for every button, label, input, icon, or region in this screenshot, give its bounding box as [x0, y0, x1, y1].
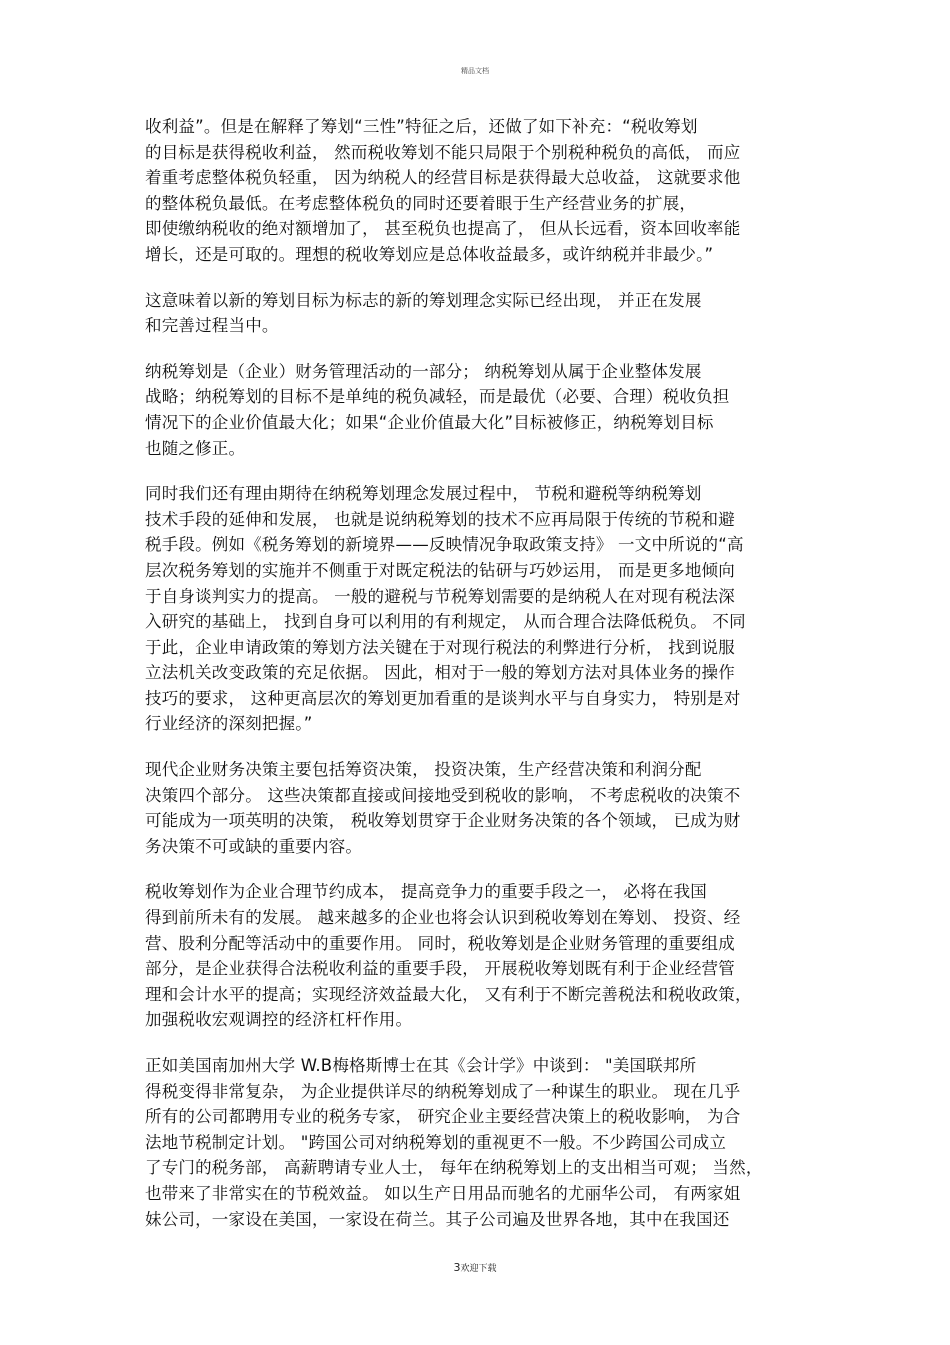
- text-line: 可能成为一项英明的决策， 税收筹划贯穿于企业财务决策的各个领域， 已成为财: [145, 811, 741, 831]
- text-line: 加强税收宏观调控的经济杠杆作用。: [145, 1010, 413, 1030]
- text-line: 正如美国南加州大学 W.B梅格斯博士在其《会计学》中谈到： "美国联邦所: [145, 1056, 697, 1075]
- text-line: 所有的公司都聘用专业的税务专家， 研究企业主要经营决策上的税收影响， 为合: [145, 1107, 741, 1127]
- text-line: 技术手段的延伸和发展， 也就是说纳税筹划的技术不应再局限于传统的节税和避: [145, 509, 735, 529]
- text-line: 同时我们还有理由期待在纳税筹划理念发展过程中， 节税和避税等纳税筹划: [145, 484, 702, 504]
- text-line: 得税变得非常复杂， 为企业提供详尽的纳税筹划成了一种谋生的职业。 现在几乎: [145, 1081, 741, 1101]
- paragraph: [145, 481, 810, 737]
- text-line: 法地节税制定计划。 "跨国公司对纳税筹划的重视更不一般。不少跨国公司成立: [145, 1132, 727, 1152]
- text-line: 的整体税负最低。在考虑整体税负的同时还要着眼于生产经营业务的扩展，: [145, 193, 697, 213]
- page-number: 3: [453, 1261, 461, 1274]
- paragraph: [145, 359, 810, 461]
- text-line: 入研究的基础上， 找到自身可以利用的有利规定， 从而合理合法降低税负。 不同: [145, 612, 746, 632]
- text-line: 技巧的要求， 这种更高层次的筹划更加看重的是谈判水平与自身实力， 特别是对: [145, 688, 741, 708]
- text-line: 得到前所未有的发展。 越来越多的企业也将会认识到税收筹划在筹划、 投资、经: [145, 908, 741, 928]
- text-line: 着重考虑整体税负轻重， 因为纳税人的经营目标是获得最大总收益， 这就要求他: [145, 168, 741, 188]
- text-line: 决策四个部分。 这些决策都直接或间接地受到税收的影响， 不考虑税收的决策不: [145, 785, 741, 805]
- text-line: 部分，是企业获得合法税收利益的重要手段， 开展税收筹划既有利于企业经营管: [145, 959, 735, 979]
- text-line: 也随之修正。: [145, 438, 246, 458]
- text-line: 现代企业财务决策主要包括筹资决策， 投资决策，生产经营决策和利润分配: [145, 760, 702, 780]
- text-line: 理和会计水平的提高；实现经济效益最大化， 又有利于不断完善税法和税收政策，: [145, 984, 752, 1004]
- paragraph: [145, 1053, 810, 1232]
- page-footer: [0, 1261, 950, 1274]
- page-header: 精品文档: [461, 67, 489, 75]
- paragraph: [145, 757, 810, 859]
- paragraph: [145, 114, 810, 268]
- text-line: 层次税务筹划的实施并不侧重于对既定税法的钻研与巧妙运用， 而是更多地倾向: [145, 560, 735, 580]
- text-line: 税手段。例如《税务筹划的新境界——反映情况争取政策支持》 一文中所说的“高: [145, 535, 744, 555]
- text-line: 的目标是获得税收利益， 然而税收筹划不能只局限于个别税种税负的高低， 而应: [145, 142, 741, 162]
- paragraph: [145, 288, 810, 339]
- text-line: 这意味着以新的筹划目标为标志的新的筹划理念实际已经出现， 并正在发展: [145, 290, 702, 310]
- text-line: 立法机关改变政策的充足依据。 因此，相对于一般的筹划方法对具体业务的操作: [145, 663, 735, 683]
- text-line: 情况下的企业价值最大化；如果“企业价值最大化”目标被修正，纳税筹划目标: [145, 412, 714, 432]
- text-line: 了专门的税务部， 高薪聘请专业人士， 每年在纳税筹划上的支出相当可观； 当然，: [145, 1158, 763, 1178]
- text-line: 营、股利分配等活动中的重要作用。 同时，税收筹划是企业财务管理的重要组成: [145, 933, 735, 953]
- paragraph: [145, 879, 810, 1033]
- text-line: 税收筹划作为企业合理节约成本， 提高竞争力的重要手段之一， 必将在我国: [145, 882, 707, 902]
- text-line: 务决策不可或缺的重要内容。: [145, 836, 363, 856]
- text-line: 战略；纳税筹划的目标不是单纯的税负减轻，而是最优（必要、合理）税收负担: [145, 387, 730, 407]
- text-line: 于自身谈判实力的提高。 一般的避税与节税筹划需要的是纳税人在对现有税法深: [145, 586, 735, 606]
- text-line: 也带来了非常实在的节税效益。 如以生产日用品而驰名的尤丽华公司， 有两家姐: [145, 1183, 741, 1203]
- text-line: 和完善过程当中。: [145, 316, 279, 336]
- text-line: 于此，企业申请政策的筹划方法关键在于对现行税法的利弊进行分析， 找到说服: [145, 637, 735, 657]
- text-line: 增长，还是可取的。理想的税收筹划应是总体收益最多，或许纳税并非最少。”: [145, 244, 714, 264]
- text-line: 收利益”。但是在解释了筹划“三性”特征之后，还做了如下补充：“税收筹划: [145, 117, 698, 136]
- text-line: 纳税筹划是（企业）财务管理活动的一部分； 纳税筹划从属于企业整体发展: [145, 361, 702, 381]
- text-line: 行业经济的深刻把握。”: [145, 714, 313, 734]
- document-body: [145, 114, 810, 1252]
- text-line: 即使缴纳税收的绝对额增加了， 甚至税负也提高了， 但从长远看，资本回收率能: [145, 219, 741, 239]
- footer-text: 欢迎下载: [460, 1264, 497, 1274]
- text-line: 妹公司，一家设在美国，一家设在荷兰。其子公司遍及世界各地，其中在我国还: [145, 1209, 730, 1229]
